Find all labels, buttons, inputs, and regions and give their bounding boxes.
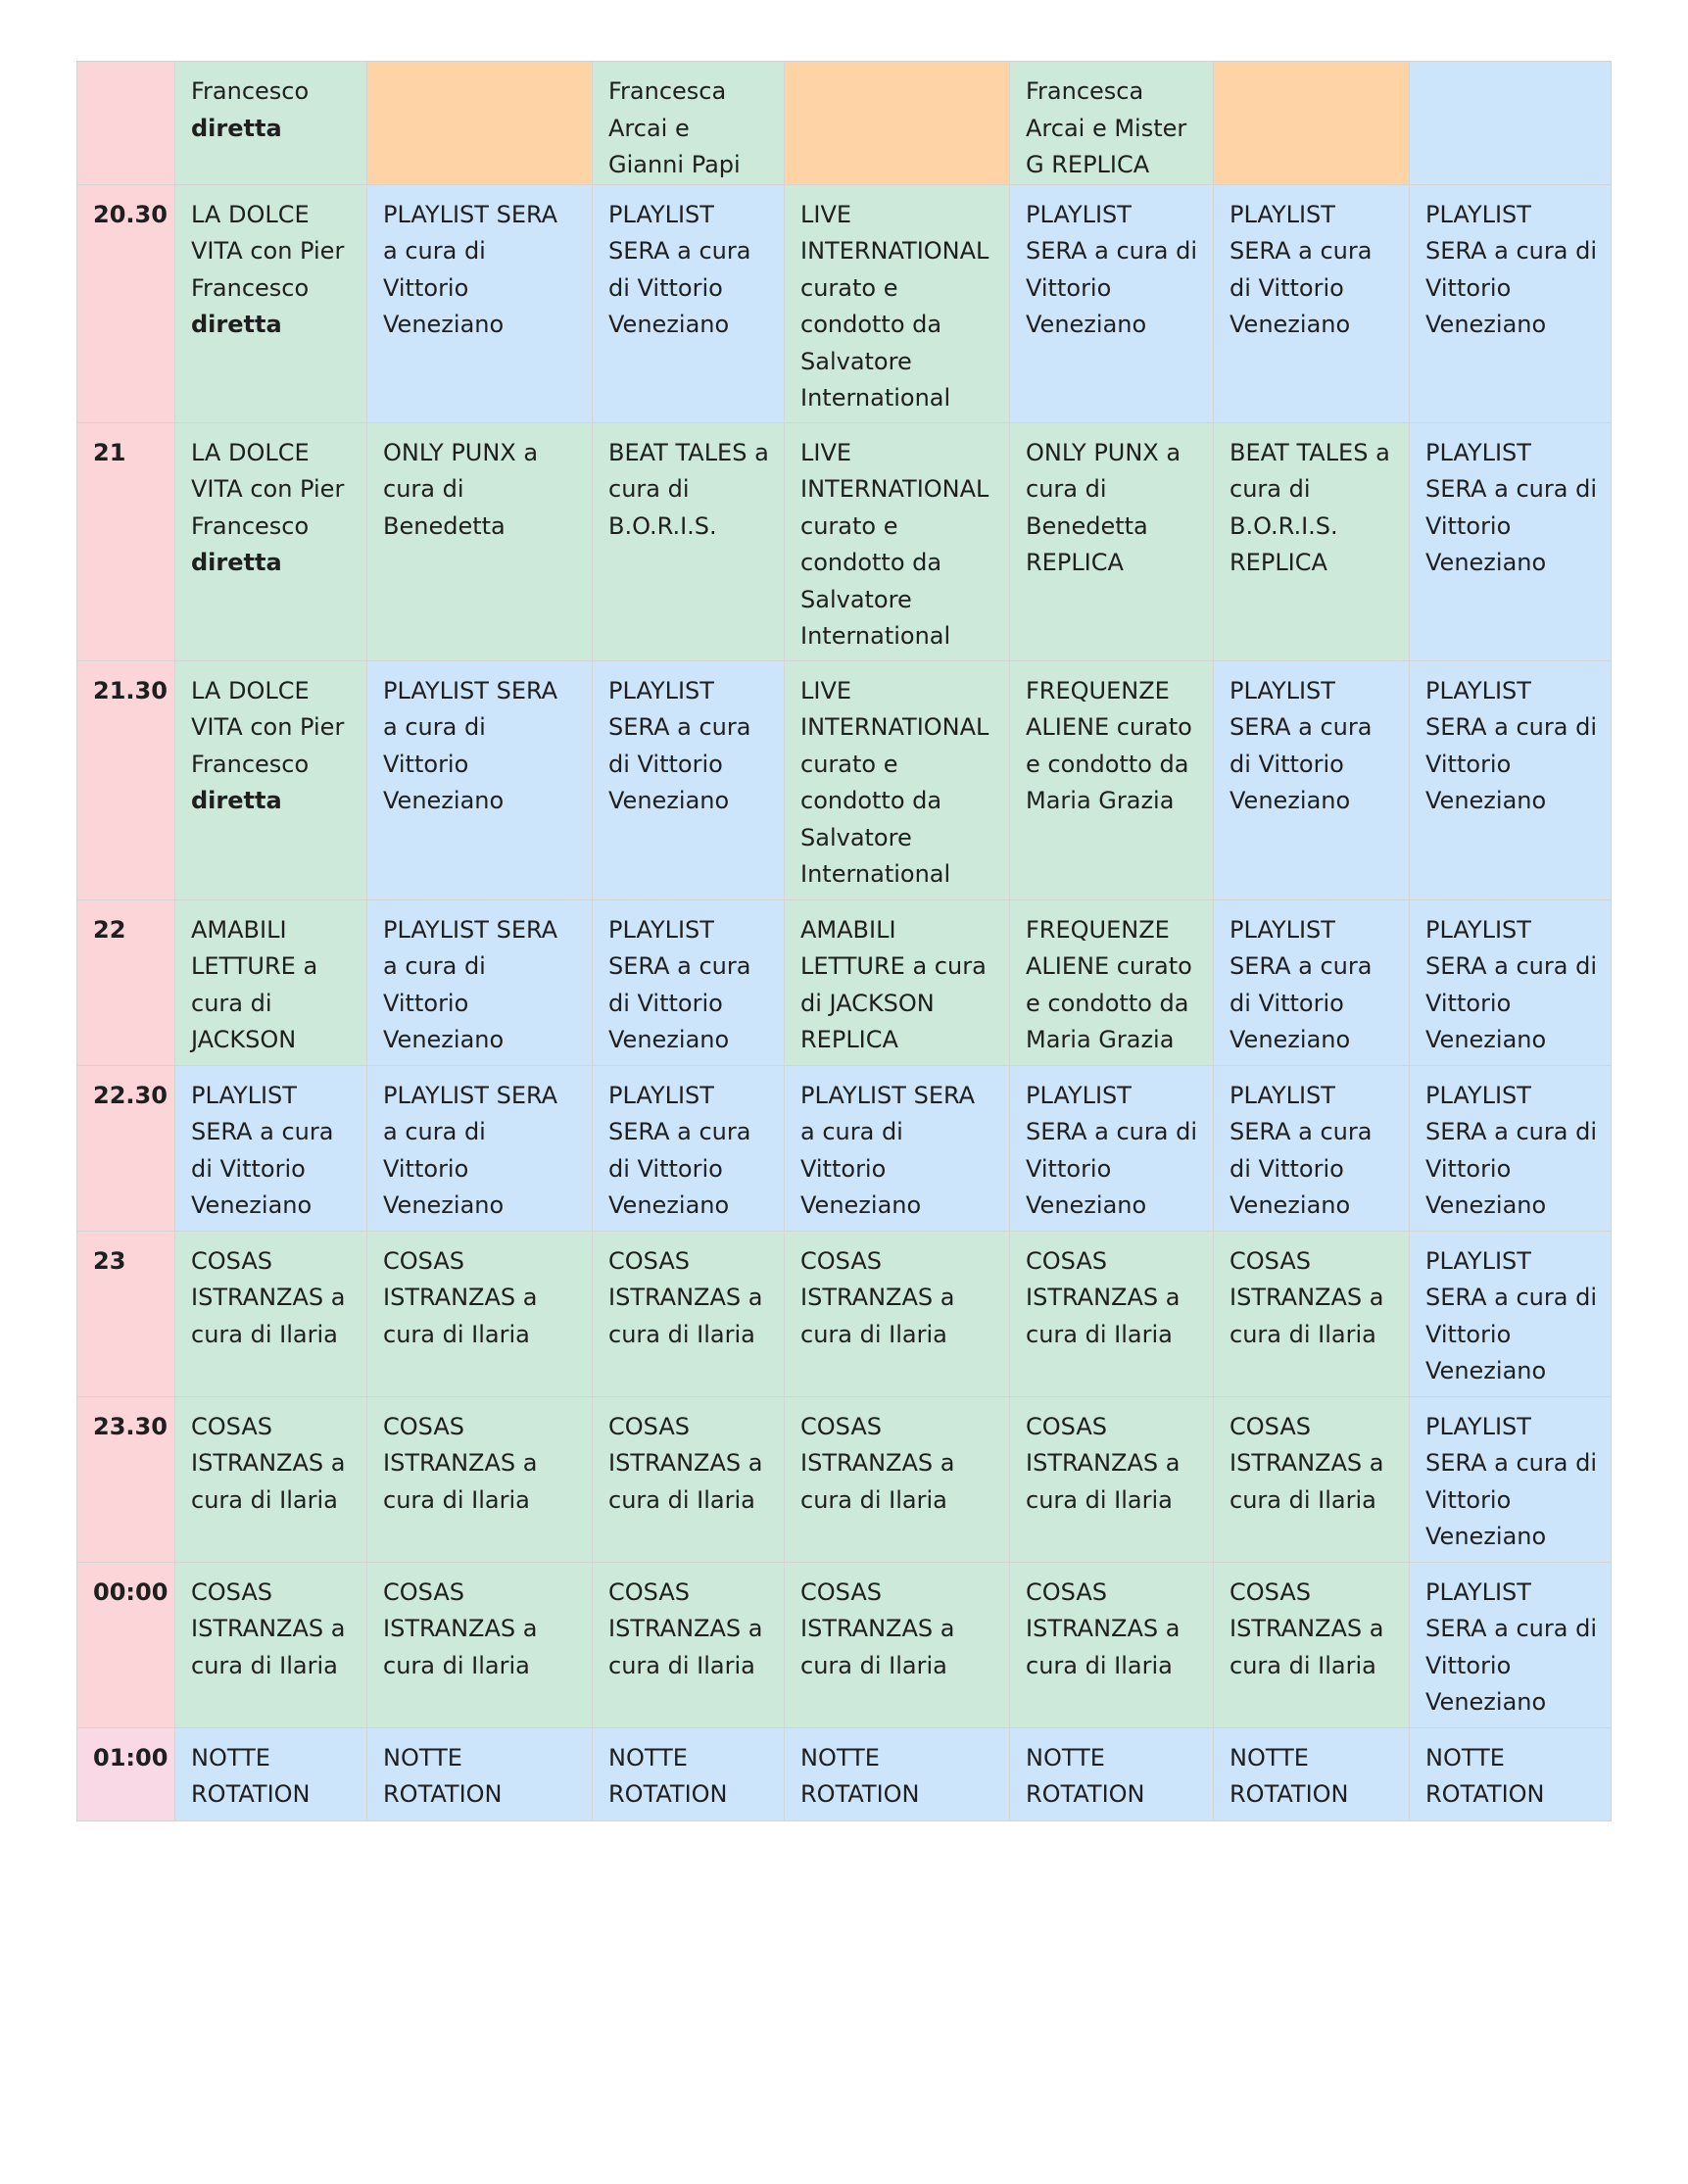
program-cell xyxy=(1410,422,1612,660)
program-title: PLAYLIST SERA a cura di Vittorio Veneziano xyxy=(608,676,751,814)
program-cell xyxy=(1010,62,1214,185)
program-title: PLAYLIST SERA a cura di Vittorio Veneziano xyxy=(608,1081,751,1219)
program-cell xyxy=(1214,899,1410,1065)
program-title: PLAYLIST SERA a cura di Vittorio Veneziano xyxy=(1425,1246,1597,1384)
program-title: NOTTE ROTATION xyxy=(608,1743,728,1808)
schedule-body xyxy=(77,62,1612,1821)
program-title: PLAYLIST SERA a cura di Vittorio Veneziano xyxy=(1425,200,1597,338)
program-cell xyxy=(785,62,1010,185)
program-cell xyxy=(593,422,785,660)
program-cell xyxy=(367,62,593,185)
program-cell xyxy=(785,184,1010,422)
program-cell xyxy=(367,1396,593,1562)
program-cell xyxy=(785,1727,1010,1820)
program-cell xyxy=(1010,1396,1214,1562)
time-slot-cell: 21 xyxy=(77,422,175,660)
program-cell xyxy=(175,899,367,1065)
time-slot-cell xyxy=(77,62,175,185)
program-cell xyxy=(1214,422,1410,660)
program-title: PLAYLIST SERA a cura di Vittorio Veneziano xyxy=(1026,1081,1197,1219)
program-cell xyxy=(785,1065,1010,1231)
program-cell xyxy=(785,1562,1010,1727)
program-cell xyxy=(175,184,367,422)
program-cell xyxy=(785,899,1010,1065)
program-title: COSAS ISTRANZAS a cura di Ilaria xyxy=(1230,1412,1384,1514)
program-live-marker: diretta xyxy=(191,787,282,814)
program-title: COSAS ISTRANZAS a cura di Ilaria xyxy=(1026,1412,1181,1514)
program-title: COSAS ISTRANZAS a cura di Ilaria xyxy=(1026,1577,1181,1679)
time-slot-cell: 23 xyxy=(77,1231,175,1396)
time-slot-cell: 00:00 xyxy=(77,1562,175,1727)
program-cell xyxy=(175,660,367,899)
program-title: COSAS ISTRANZAS a cura di Ilaria xyxy=(1230,1577,1384,1679)
program-cell xyxy=(367,1065,593,1231)
program-cell xyxy=(1214,184,1410,422)
program-title: Francesca Arcai e Gianni Papi xyxy=(608,77,741,178)
program-title: COSAS ISTRANZAS a cura di Ilaria xyxy=(608,1577,763,1679)
program-title: PLAYLIST SERA a cura di Vittorio Veneziano xyxy=(1425,1577,1597,1716)
program-cell xyxy=(593,1231,785,1396)
schedule-row xyxy=(77,1396,1612,1562)
time-slot-cell: 22.30 xyxy=(77,1065,175,1231)
program-title: AMABILI LETTURE a cura di JACKSON REPLICA xyxy=(800,915,987,1053)
program-title: COSAS ISTRANZAS a cura di Ilaria xyxy=(191,1577,346,1679)
program-cell xyxy=(175,62,367,185)
program-title: NOTTE ROTATION xyxy=(191,1743,311,1808)
program-cell xyxy=(593,660,785,899)
program-cell xyxy=(593,62,785,185)
program-cell xyxy=(175,1396,367,1562)
program-title: PLAYLIST SERA a cura di Vittorio Veneziano xyxy=(1026,200,1197,338)
program-title: PLAYLIST SERA a cura di Vittorio Veneziano xyxy=(608,915,751,1053)
program-cell xyxy=(367,1727,593,1820)
schedule-row xyxy=(77,1727,1612,1820)
time-slot-cell: 22 xyxy=(77,899,175,1065)
schedule-row xyxy=(77,422,1612,660)
schedule-row xyxy=(77,62,1612,185)
program-cell xyxy=(593,1562,785,1727)
program-cell xyxy=(1010,1065,1214,1231)
program-cell xyxy=(367,184,593,422)
program-cell xyxy=(175,1562,367,1727)
program-cell xyxy=(175,1231,367,1396)
program-cell xyxy=(1214,1231,1410,1396)
program-title: COSAS ISTRANZAS a cura di Ilaria xyxy=(800,1246,955,1348)
schedule-row xyxy=(77,899,1612,1065)
program-cell xyxy=(1010,422,1214,660)
program-title: LA DOLCE VITA con Pier Francesco xyxy=(191,438,345,540)
program-cell xyxy=(1214,1562,1410,1727)
program-title: ONLY PUNX a cura di Benedetta xyxy=(383,438,539,540)
program-cell xyxy=(1410,1065,1612,1231)
program-title: COSAS ISTRANZAS a cura di Ilaria xyxy=(383,1412,538,1514)
schedule-row xyxy=(77,1562,1612,1727)
program-cell xyxy=(1410,1727,1612,1820)
program-title: COSAS ISTRANZAS a cura di Ilaria xyxy=(1026,1246,1181,1348)
program-title: LIVE INTERNATIONAL curato e condotto da Salvatore International xyxy=(800,676,989,888)
program-cell xyxy=(785,660,1010,899)
program-title: ONLY PUNX a cura di Benedetta REPLICA xyxy=(1026,438,1182,576)
schedule-table xyxy=(76,61,1612,1821)
program-title: PLAYLIST SERA a cura di Vittorio Veneziano xyxy=(1425,438,1597,576)
program-title: PLAYLIST SERA a cura di Vittorio Veneziano xyxy=(1230,915,1373,1053)
schedule-row xyxy=(77,1231,1612,1396)
program-title: NOTTE ROTATION xyxy=(1026,1743,1145,1808)
program-cell xyxy=(1010,1727,1214,1820)
program-title: FREQUENZE ALIENE curato e condotto da Maria Grazia xyxy=(1026,915,1192,1053)
program-title: Francesca Arcai e Mister G REPLICA xyxy=(1026,77,1187,178)
program-title: COSAS ISTRANZAS a cura di Ilaria xyxy=(608,1412,763,1514)
program-cell xyxy=(367,1562,593,1727)
program-cell xyxy=(1410,184,1612,422)
program-cell xyxy=(1010,1231,1214,1396)
program-cell xyxy=(1010,1562,1214,1727)
program-cell xyxy=(367,899,593,1065)
program-cell xyxy=(1010,660,1214,899)
program-title: PLAYLIST SERA a cura di Vittorio Veneziano xyxy=(1425,676,1597,814)
program-title: COSAS ISTRANZAS a cura di Ilaria xyxy=(800,1412,955,1514)
program-cell xyxy=(1010,899,1214,1065)
program-title: PLAYLIST SERA a cura di Vittorio Veneziano xyxy=(608,200,751,338)
program-cell xyxy=(1010,184,1214,422)
program-title: NOTTE ROTATION xyxy=(1425,1743,1545,1808)
program-cell xyxy=(367,1231,593,1396)
program-title: PLAYLIST SERA a cura di Vittorio Veneziano xyxy=(1425,1412,1597,1550)
program-title: NOTTE ROTATION xyxy=(800,1743,920,1808)
program-title: LA DOLCE VITA con Pier Francesco xyxy=(191,200,345,302)
time-slot-cell: 23.30 xyxy=(77,1396,175,1562)
program-cell xyxy=(175,1727,367,1820)
program-cell xyxy=(1214,660,1410,899)
program-cell xyxy=(1214,62,1410,185)
program-cell xyxy=(593,1727,785,1820)
program-title: PLAYLIST SERA a cura di Vittorio Veneziano xyxy=(1230,1081,1373,1219)
program-cell xyxy=(593,1065,785,1231)
program-title: LIVE INTERNATIONAL curato e condotto da Salvatore International xyxy=(800,200,989,412)
program-title: PLAYLIST SERA a cura di Vittorio Veneziano xyxy=(191,1081,334,1219)
program-title: PLAYLIST SERA a cura di Vittorio Veneziano xyxy=(1425,1081,1597,1219)
program-title: COSAS ISTRANZAS a cura di Ilaria xyxy=(800,1577,955,1679)
program-cell xyxy=(1214,1727,1410,1820)
program-cell xyxy=(593,899,785,1065)
program-cell xyxy=(1410,1396,1612,1562)
program-title: COSAS ISTRANZAS a cura di Ilaria xyxy=(1230,1246,1384,1348)
time-slot-cell: 01:00 xyxy=(77,1727,175,1820)
program-live-marker: diretta xyxy=(191,114,282,142)
program-title: COSAS ISTRANZAS a cura di Ilaria xyxy=(191,1246,346,1348)
program-title: COSAS ISTRANZAS a cura di Ilaria xyxy=(383,1246,538,1348)
schedule-row xyxy=(77,660,1612,899)
program-title: NOTTE ROTATION xyxy=(1230,1743,1349,1808)
program-cell xyxy=(593,1396,785,1562)
program-title: AMABILI LETTURE a cura di JACKSON xyxy=(191,915,318,1053)
program-title: LIVE INTERNATIONAL curato e condotto da Salvatore International xyxy=(800,438,989,650)
program-cell xyxy=(1410,62,1612,185)
program-title: PLAYLIST SERA a cura di Vittorio Veneziano xyxy=(1230,676,1373,814)
program-cell xyxy=(785,422,1010,660)
schedule-row xyxy=(77,1065,1612,1231)
program-cell xyxy=(1214,1065,1410,1231)
program-cell xyxy=(175,1065,367,1231)
program-title: Francesco xyxy=(191,77,310,105)
program-live-marker: diretta xyxy=(191,311,282,338)
program-title: COSAS ISTRANZAS a cura di Ilaria xyxy=(383,1577,538,1679)
program-title: COSAS ISTRANZAS a cura di Ilaria xyxy=(191,1412,346,1514)
program-title: PLAYLIST SERA a cura di Vittorio Veneziano xyxy=(383,1081,558,1219)
program-title: PLAYLIST SERA a cura di Vittorio Veneziano xyxy=(383,915,558,1053)
time-slot-cell: 20.30 xyxy=(77,184,175,422)
program-title: PLAYLIST SERA a cura di Vittorio Veneziano xyxy=(383,200,558,338)
program-cell xyxy=(785,1396,1010,1562)
program-title: PLAYLIST SERA a cura di Vittorio Veneziano xyxy=(383,676,558,814)
program-cell xyxy=(785,1231,1010,1396)
program-cell xyxy=(593,184,785,422)
program-title: BEAT TALES a cura di B.O.R.I.S. xyxy=(608,438,769,540)
program-title: PLAYLIST SERA a cura di Vittorio Veneziano xyxy=(800,1081,976,1219)
program-live-marker: diretta xyxy=(191,549,282,576)
program-cell xyxy=(1410,1231,1612,1396)
program-cell xyxy=(1410,660,1612,899)
program-title: NOTTE ROTATION xyxy=(383,1743,503,1808)
program-title: PLAYLIST SERA a cura di Vittorio Veneziano xyxy=(1425,915,1597,1053)
program-cell xyxy=(1410,1562,1612,1727)
program-title: PLAYLIST SERA a cura di Vittorio Veneziano xyxy=(1230,200,1373,338)
program-title: BEAT TALES a cura di B.O.R.I.S. REPLICA xyxy=(1230,438,1390,576)
program-title: FREQUENZE ALIENE curato e condotto da Maria Grazia xyxy=(1026,676,1192,814)
program-title: LA DOLCE VITA con Pier Francesco xyxy=(191,676,345,778)
schedule-row xyxy=(77,184,1612,422)
program-cell xyxy=(1410,899,1612,1065)
program-cell xyxy=(367,660,593,899)
time-slot-cell: 21.30 xyxy=(77,660,175,899)
program-cell xyxy=(1214,1396,1410,1562)
program-title: COSAS ISTRANZAS a cura di Ilaria xyxy=(608,1246,763,1348)
program-cell xyxy=(367,422,593,660)
program-cell xyxy=(175,422,367,660)
